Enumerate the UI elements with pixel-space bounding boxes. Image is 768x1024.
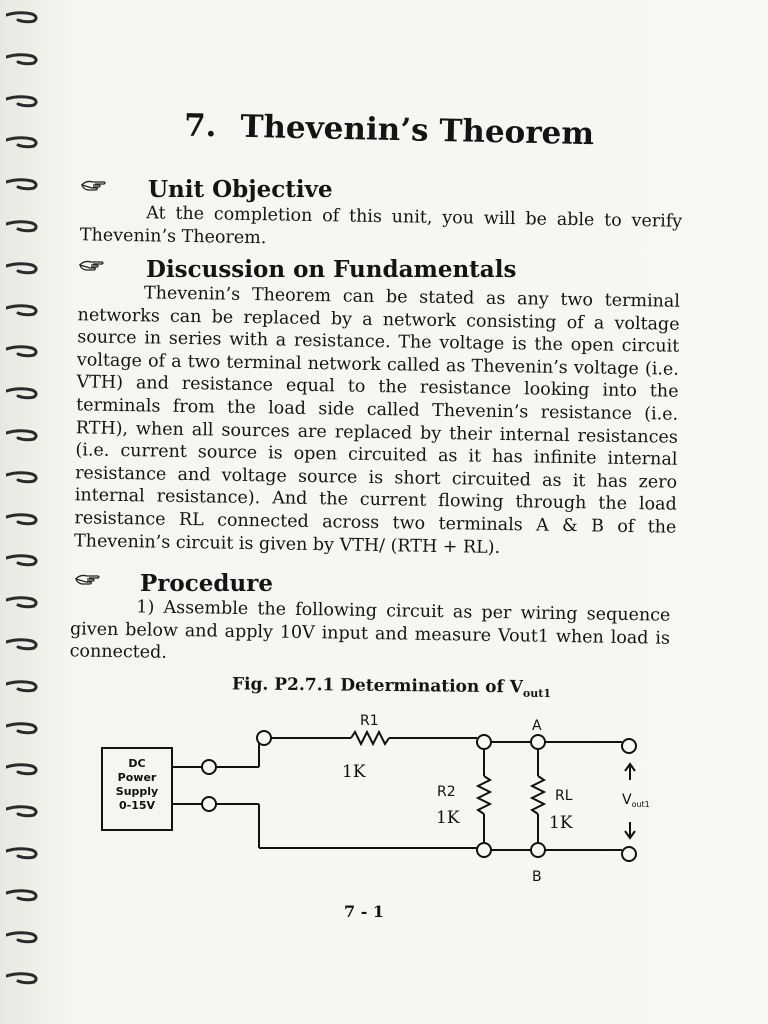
circuit-diagram xyxy=(96,706,656,890)
r1-label: R1 xyxy=(360,713,379,729)
supply-label-supply: Supply xyxy=(115,785,159,798)
page-number: 7 - 1 xyxy=(344,902,385,921)
r2-label: R2 xyxy=(437,784,456,800)
spiral-ring xyxy=(6,303,40,317)
rl-value: 1K xyxy=(549,813,573,833)
spiral-ring xyxy=(6,930,40,944)
spiral-ring xyxy=(6,888,40,902)
unit-objective-text: At the completion of this unit, you will be able to verify Thevenin’s Theorem. xyxy=(79,203,683,248)
spiral-ring xyxy=(6,512,40,526)
spiral-ring xyxy=(6,762,40,776)
pointing-hand-icon xyxy=(80,178,108,192)
rl-label: RL xyxy=(555,788,573,804)
procedure-step-1 xyxy=(70,595,671,672)
discussion-body xyxy=(74,281,680,562)
chapter-title-text: Thevenin’s Theorem xyxy=(240,108,595,153)
spiral-ring xyxy=(6,971,40,985)
supply-label-dc: DC xyxy=(128,757,146,770)
spiral-ring xyxy=(6,386,40,400)
spiral-ring xyxy=(6,679,40,693)
spiral-binding xyxy=(0,0,50,1024)
spiral-ring xyxy=(6,846,40,860)
r1-value: 1K xyxy=(342,762,366,782)
unit-objective-heading: Unit Objective xyxy=(148,176,333,203)
resistor-r2 xyxy=(478,776,490,814)
supply-label-power: Power xyxy=(117,771,157,784)
chapter-number: 7. xyxy=(183,107,217,145)
spiral-ring xyxy=(6,721,40,735)
spiral-ring xyxy=(6,428,40,442)
resistor-r1 xyxy=(351,732,389,744)
supply-label-range: 0-15V xyxy=(118,799,156,812)
pointing-hand-icon xyxy=(78,258,106,272)
r2-value: 1K xyxy=(436,808,460,828)
spiral-ring xyxy=(6,344,40,358)
spiral-ring xyxy=(6,261,40,275)
spiral-ring xyxy=(6,177,40,191)
figure-caption-sub: out1 xyxy=(522,686,552,701)
discussion-text: Thevenin’s Theorem can be stated as any two terminal networks can be replaced by a network consisting of a voltage source in series with a resistance. The voltage is the open circuit voltage of a two terminal network called as Thevenin’s voltage (i.e. VTH) and resistance equal to the resistance looking into the terminals from the load side called Thevenin’s resistance (i.e. RTH), when all sources are replaced by their internal resistances (i.e. current source is open circuited as it has infinite internal resistance and voltage source is short circuited as it has zero internal resistance). And the current flowing through the load resistance RL connected across two terminals A & B of the Thevenin’s circuit is given by VTH/ (RTH + RL). xyxy=(73,283,681,558)
figure-caption xyxy=(232,674,551,700)
resistor-rl xyxy=(532,776,544,814)
spiral-ring xyxy=(6,637,40,651)
spiral-ring xyxy=(6,470,40,484)
node-b-label: B xyxy=(532,869,542,885)
spiral-ring xyxy=(6,10,40,24)
pointing-hand-icon xyxy=(74,572,102,586)
spiral-ring xyxy=(6,219,40,233)
chapter-title xyxy=(184,108,605,153)
vout-label: $V_{out1}$ xyxy=(622,792,650,809)
spiral-ring xyxy=(6,804,40,818)
procedure-step-1-text: 1) Assemble the following circuit as per wiring sequence given below and apply 10V input and measure Vout1 when load is connected. xyxy=(69,597,671,663)
spiral-ring xyxy=(6,135,40,149)
figure-caption-text: Fig. P2.7.1 Determination of V xyxy=(231,674,524,698)
spiral-ring xyxy=(6,52,40,66)
spiral-ring xyxy=(6,595,40,609)
unit-objective-body xyxy=(80,201,683,256)
spiral-ring xyxy=(6,94,40,108)
discussion-heading: Discussion on Fundamentals xyxy=(146,256,517,283)
node-a-label: A xyxy=(532,718,542,734)
spiral-ring xyxy=(6,553,40,567)
procedure-heading: Procedure xyxy=(140,570,273,597)
